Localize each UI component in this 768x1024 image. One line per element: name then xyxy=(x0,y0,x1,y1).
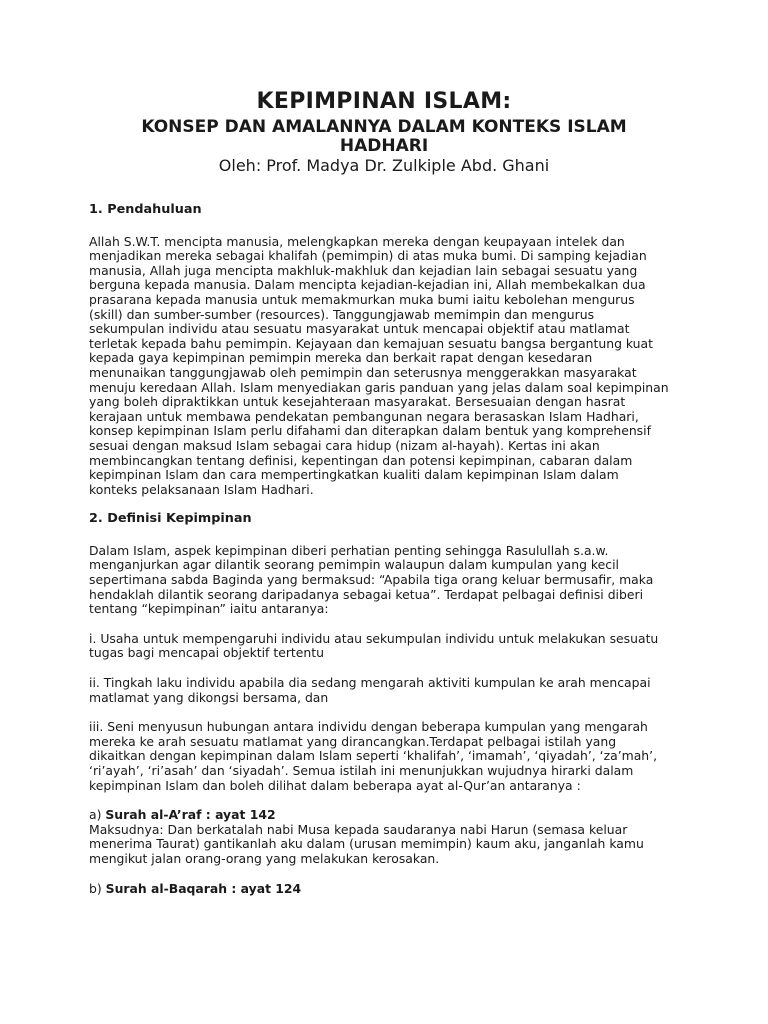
section-heading-pendahuluan: 1. Pendahuluan xyxy=(89,202,202,217)
paragraph-line: yang boleh dipraktikkan untuk kesejahteraan masyarakat. Bersesuaian dengan hasrat xyxy=(89,394,626,410)
paragraph-line: sesuai dengan maksud Islam sebagai cara hidup (nizam al-hayah). Kertas ini akan xyxy=(89,437,600,453)
paragraph-line: konteks pelaksanaan Islam Hadhari. xyxy=(89,481,314,497)
paragraph-line: sekumpulan individu atau sesuatu masyarakat untuk mencapai objektif atau matlamat xyxy=(89,321,630,337)
paragraph-line: ‘ri’ayah’, ‘ri’asah’ dan ‘siyadah’. Semua istilah ini menunjukkan wujudnya hirarki dalam xyxy=(89,763,634,778)
paragraph-line: sepertimana sabda Baginda yang bermaksud: “Apabila tiga orang keluar bermusafir, maka xyxy=(89,572,654,588)
paragraph-line: menjadikan mereka sebagai khalifah (pemimpin) di atas muka bumi. Di samping kejadian xyxy=(89,248,647,264)
reference-title: Surah al-Baqarah : ayat 124 xyxy=(105,880,302,896)
paragraph-line: matlamat yang dikongsi bersama, dan xyxy=(89,689,329,705)
reference-title: Surah al-A’raf : ayat 142 xyxy=(105,807,276,823)
definition-item-3 xyxy=(89,720,689,793)
reference-prefix: a) xyxy=(89,807,106,823)
document-author: Oleh: Prof. Madya Dr. Zulkiple Abd. Ghani xyxy=(218,156,550,175)
paragraph-line: Maksudnya: Dan berkatalah nabi Musa kepada saudaranya nabi Harun (semasa keluar xyxy=(89,821,628,837)
reference-label xyxy=(89,882,689,897)
paragraph-line: mereka ke arah sesuatu matlamat yang dirancangkan.Terdapat pelbagai istilah yang xyxy=(89,733,617,749)
section-heading-definisi: 2. Definisi Kepimpinan xyxy=(89,511,252,527)
subtitle-line-1: KONSEP DAN AMALANNYA DALAM KONTEKS ISLAM xyxy=(141,117,627,137)
reference-prefix: b) xyxy=(89,880,106,896)
subtitle-line-2: HADHARI xyxy=(339,136,429,156)
paragraph-line: menerima Taurat) gantikanlah aku dalam (urusan memimpin) kaum aku, janganlah kamu xyxy=(89,836,644,852)
paragraph-line: menunaikan tanggungjawab oleh pemimpin dan seterusnya menggerakkan masyarakat xyxy=(89,364,637,380)
paragraph-line: dikaitkan dengan kepimpinan dalam Islam seperti ‘khalifah’, ‘imamah’, ‘qiyadah’, ‘za’mah’, xyxy=(89,748,658,764)
quran-reference-a xyxy=(89,808,689,866)
paragraph-line: konsep kepimpinan Islam perlu difahami dan diterapkan dalam bentuk yang komprehensif xyxy=(89,423,651,439)
paragraph-line: mengikut jalan orang-orang yang melakukan kerosakan. xyxy=(89,850,440,866)
paragraph-line: hendaklah dilantik seorang daripadanya sebagai ketua”. Terdapat pelbagai definisi diberi xyxy=(89,586,644,602)
paragraph-line: ii. Tingkah laku individu apabila dia sedang mengarah aktiviti kumpulan ke arah mencapai xyxy=(89,675,651,691)
paragraph-line: membincangkan tentang definisi, kepentingan dan potensi kepimpinan, cabaran dalam xyxy=(89,452,633,468)
reference-label xyxy=(89,808,689,823)
paragraph-line: kerajaan untuk membawa pendekatan pembangunan negara berasaskan Islam Hadhari, xyxy=(89,408,639,424)
definition-item-1 xyxy=(89,632,689,661)
paragraph-line: kepada gaya kepimpinan pemimpin mereka dan berkait rapat dengan kesedaran xyxy=(89,350,593,366)
document-subtitle xyxy=(0,118,768,156)
paragraph-line: menuju keredaan Allah. Islam menyediakan garis panduan yang jelas dalam soal kepimpinan xyxy=(89,379,669,395)
paragraph-line: Dalam Islam, aspek kepimpinan diberi perhatian penting sehingga Rasulullah s.a.w. xyxy=(89,542,609,558)
document-body xyxy=(89,203,689,896)
paragraph-line: i. Usaha untuk mempengaruhi individu atau sekumpulan individu untuk melakukan sesuatu xyxy=(89,630,659,646)
definition-item-2 xyxy=(89,676,689,705)
paragraph-definisi-intro xyxy=(89,544,689,617)
paragraph-line: manusia, Allah juga mencipta makhluk-makhluk dan kejadian lain sebagai sesuatu yang xyxy=(89,262,638,278)
paragraph-pendahuluan xyxy=(89,235,689,498)
paragraph-line: (skill) dan sumber-sumber (resources). Tanggungjawab memimpin dan mengurus xyxy=(89,306,595,322)
paragraph-line: menganjurkan agar dilantik seorang pemimpin walaupun dalam kumpulan yang kecil xyxy=(89,557,619,573)
paragraph-line: tentang “kepimpinan” iaitu antaranya: xyxy=(89,601,329,617)
paragraph-line: kepimpinan Islam dan cara mempertingkatkan kualiti dalam kepimpinan Islam dalam xyxy=(89,467,619,483)
paragraph-line: tugas bagi mencapai objektif tertentu xyxy=(89,645,324,661)
paragraph-line: kepimpinan Islam dan boleh dilihat dalam beberapa ayat al-Qur’an antaranya : xyxy=(89,777,581,793)
paragraph-line: prasarana kepada manusia untuk memakmurkan muka bumi iaitu kebolehan mengurus xyxy=(89,291,635,307)
paragraph-line: iii. Seni menyusun hubungan antara individu dengan beberapa kumpulan yang mengarah xyxy=(89,719,648,735)
paragraph-line: berguna kepada manusia. Dalam mencipta kejadian-kejadian ini, Allah membekalkan dua xyxy=(89,277,646,293)
document-title: KEPIMPINAN ISLAM: xyxy=(256,89,512,114)
quran-reference-b xyxy=(89,882,689,897)
paragraph-line: Allah S.W.T. mencipta manusia, melengkapkan mereka dengan keupayaan intelek dan xyxy=(89,233,625,249)
paragraph-line: terletak kepada bahu pemimpin. Kejayaan dan kemajuan sesuatu bangsa bergantung kuat xyxy=(89,335,653,351)
